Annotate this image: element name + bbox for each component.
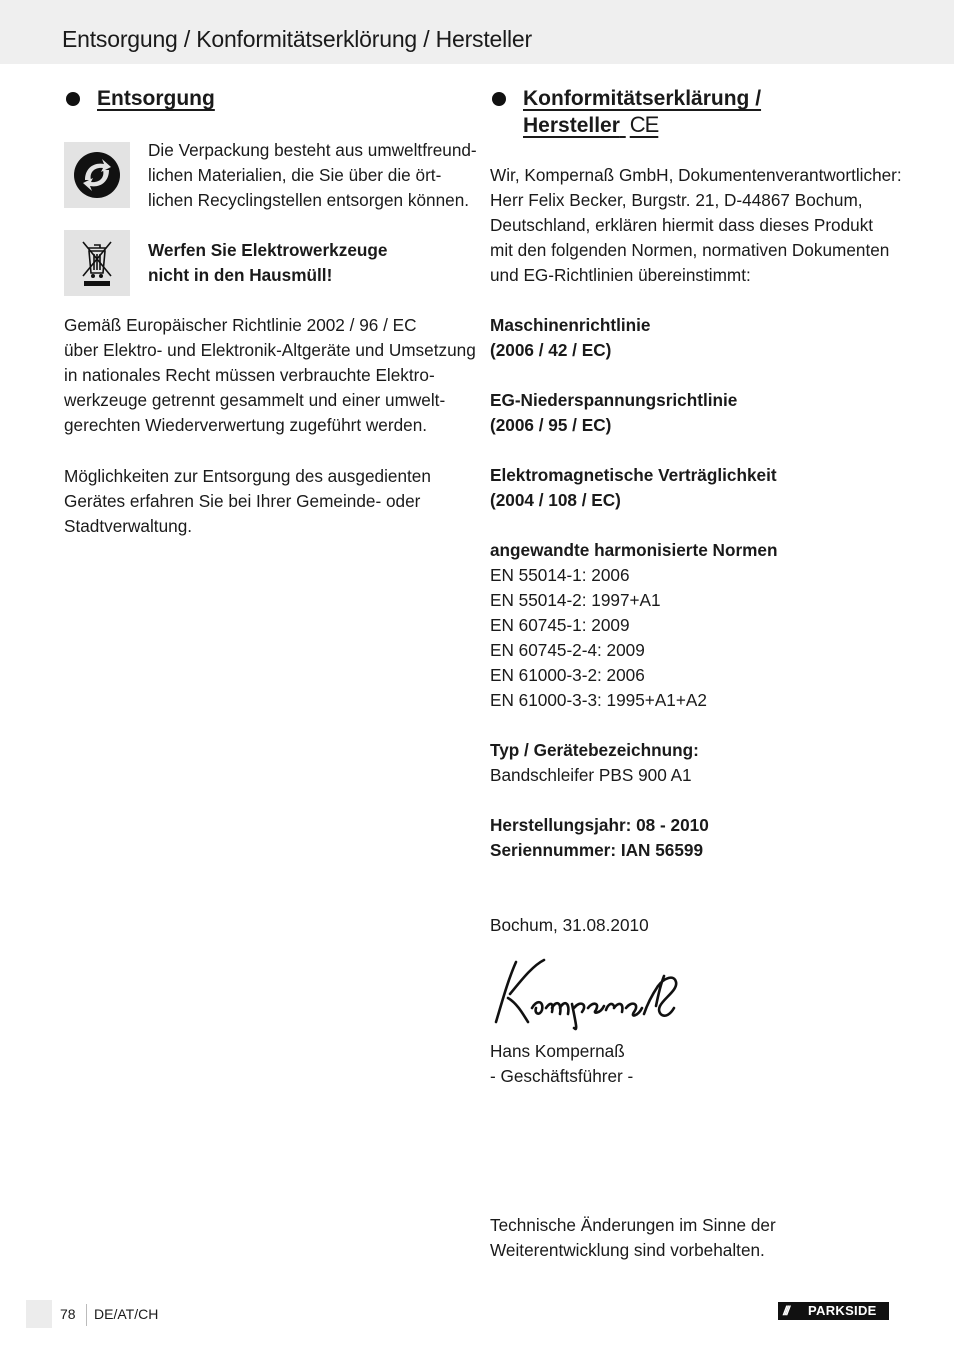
page-title: Entsorgung / Konformitätserklörung / Hersteller	[62, 26, 532, 52]
machine-directive: Maschinenrichtlinie (2006 / 42 / EC)	[490, 315, 651, 360]
section-heading-konformitaet	[523, 86, 761, 139]
ce-mark: CE	[629, 112, 659, 137]
place-date: Bochum, 31.08.2010	[490, 915, 649, 935]
page-number-box	[26, 1300, 52, 1328]
brand-slashes: ///	[783, 1303, 788, 1318]
norms-heading: angewandte harmonisierte Normen	[490, 540, 778, 560]
section-bullet	[66, 92, 80, 106]
heading-line-2	[523, 112, 761, 139]
technical-note: Technische Änderungen im Sinne der Weiterentwicklung sind vorbehalten.	[490, 1215, 776, 1260]
disposal-info-text: Möglichkeiten zur Entsorgung des ausgedienten Gerätes erfahren Sie bei Ihrer Gemeinde- oder Stadtverwaltung.	[64, 466, 431, 536]
weee-icon-box	[64, 230, 130, 296]
declaration-intro: Wir, Kompernaß GmbH, Dokumentenverantwortlicher: Herr Felix Becker, Burgstr. 21, D-44867 Bochum, Deutschland, erklären hiermit dass dieses Produkt mit den folgenden Normen, normativen Dokumenten und EG-Richtlinien übereinstimmt:	[490, 165, 902, 285]
footer-divider	[86, 1304, 87, 1326]
signatory-title: - Geschäftsführer -	[490, 1066, 634, 1086]
parkside-logo	[778, 1302, 889, 1320]
signatory-name: Hans Kompernaß	[490, 1041, 625, 1061]
packaging-text: Die Verpackung besteht aus umweltfreund- lichen Materialien, die Sie über die ört- lichen Recyclingstellen entsorgen können.	[148, 140, 477, 210]
recycling-icon-box	[64, 142, 130, 208]
section-heading-entsorgung: Entsorgung	[97, 87, 215, 110]
type-heading: Typ / Gerätebezeichnung:	[490, 740, 699, 760]
section-bullet	[492, 92, 506, 106]
emc-directive: Elektromagnetische Verträglichkeit (2004 / 108 / EC)	[490, 465, 777, 510]
region-code: DE/AT/CH	[94, 1306, 159, 1322]
page-number: 78	[60, 1306, 76, 1322]
heading-line-2-text: Hersteller	[523, 114, 620, 137]
serial-number: Seriennummer: IAN 56599	[490, 840, 704, 860]
norms-list: EN 55014-1: 2006 EN 55014-2: 1997+A1 EN 60745-1: 2009 EN 60745-2-4: 2009 EN 61000-3-2: 2006 EN 61000-3-3: 1995+A1+A2	[490, 565, 707, 710]
recycling-icon	[64, 142, 130, 208]
crossed-out-bin-icon	[64, 230, 130, 296]
low-voltage-directive: EG-Niederspannungsrichtlinie (2006 / 95 / EC)	[490, 390, 738, 435]
production-year: Herstellungsjahr: 08 - 2010	[490, 815, 709, 835]
weee-warning-text: Werfen Sie Elektrowerkzeuge nicht in den Hausmüll!	[148, 240, 388, 285]
page-header	[0, 0, 954, 64]
type-value: Bandschleifer PBS 900 A1	[490, 765, 692, 785]
signature	[488, 952, 688, 1032]
brand-name: PARKSIDE	[808, 1303, 877, 1318]
heading-line-1: Konformitätserklärung /	[523, 87, 762, 110]
directive-text: Gemäß Europäischer Richtlinie 2002 / 96 / EC über Elektro- und Elektronik-Altgeräte und Umsetzung in nationales Recht müssen verbrauchte Elektro- werkzeuge getrennt gesammelt und einer umwelt- gerechten Wiederverwertung zugeführt werden.	[64, 315, 476, 435]
